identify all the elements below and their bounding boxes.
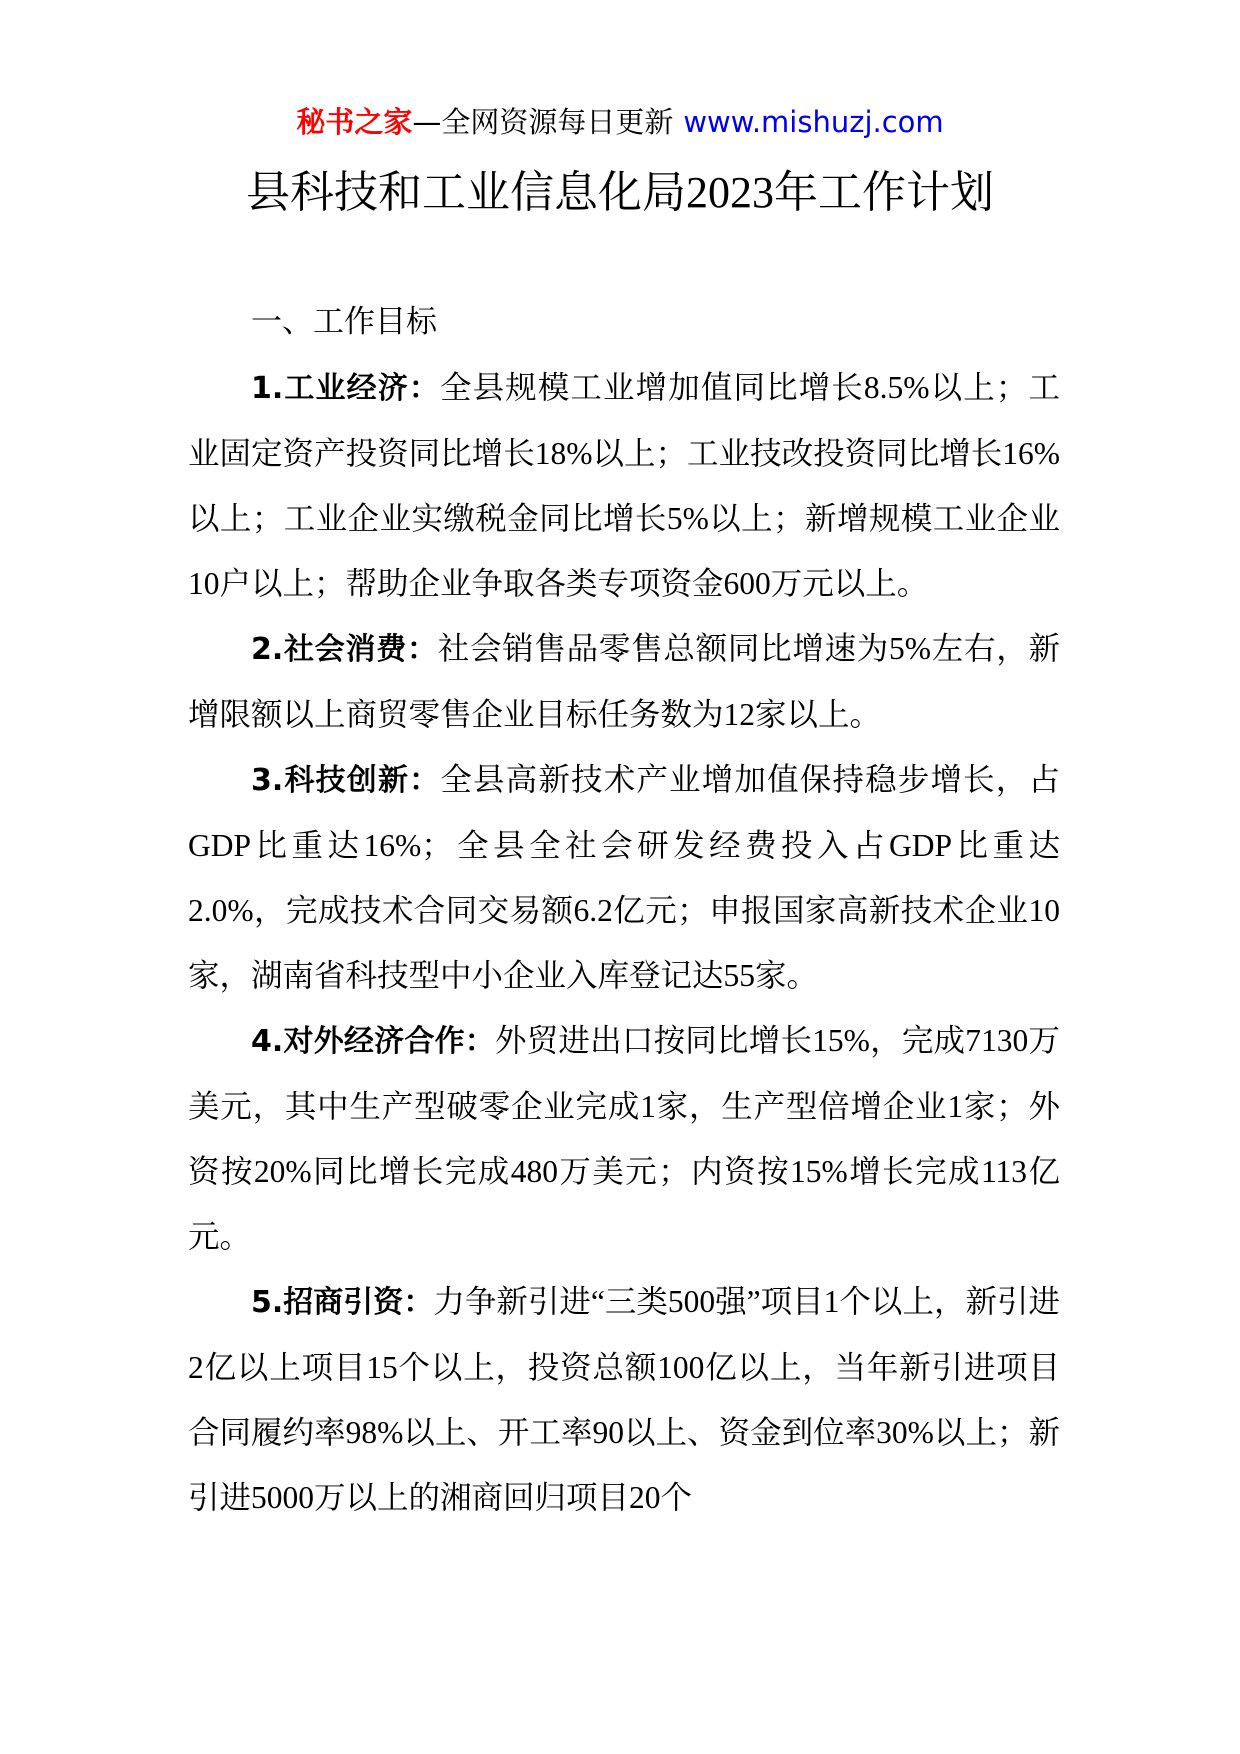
paragraph-lead: 5.招商引资： xyxy=(251,1285,434,1320)
section-heading: 一、工作目标 xyxy=(251,304,437,340)
paragraph-lead: 3.科技创新： xyxy=(251,763,441,798)
document-body xyxy=(188,289,1060,1530)
paragraph-tech-innovation xyxy=(188,747,1060,1008)
paragraph-text: 全县高新技术产业增加值保持稳步增长，占GDP比重达16%；全县全社会研发经费投入占GDP比重达2.0%，完成技术合同交易额6.2亿元；申报国家高新技术企业10家，湖南省科技型中小企业入库登记达55家。 xyxy=(188,762,1060,993)
paragraph-foreign-cooperation xyxy=(188,1008,1060,1269)
paragraph-investment-attraction xyxy=(188,1269,1060,1530)
site-url-link[interactable]: www.mishuzj.com xyxy=(683,105,944,139)
site-tagline: —全网资源每日更新 xyxy=(412,105,674,139)
paragraph-lead: 1.工业经济： xyxy=(251,371,440,406)
paragraph-social-consumption xyxy=(188,616,1060,747)
site-brand: 秘书之家 xyxy=(296,105,413,139)
document-title: 县科技和工业信息化局2023年工作计划 xyxy=(246,168,994,217)
paragraph-text: 全县规模工业增加值同比增长8.5%以上；工业固定资产投资同比增长18%以上；工业技改投资同比增长16%以上；工业企业实缴税金同比增长5%以上；新增规模工业企业10户以上；帮助企业争取各类专项资金600万元以上。 xyxy=(188,370,1060,601)
paragraph-text: 力争新引进“三类500强”项目1个以上，新引进2亿以上项目15个以上，投资总额100亿以上，当年新引进项目合同履约率98%以上、开工率90以上、资金到位率30%以上；新引进5000万以上的湘商回归项目20个 xyxy=(188,1284,1060,1515)
site-header xyxy=(0,100,1240,144)
paragraph-text: 社会销售品零售总额同比增速为5%左右，新增限额以上商贸零售企业目标任务数为12家以上。 xyxy=(188,631,1060,732)
paragraph-industrial-economy xyxy=(188,355,1060,616)
paragraph-lead: 2.社会消费： xyxy=(251,632,438,667)
paragraph-text: 外贸进出口按同比增长15%，完成7130万美元，其中生产型破零企业完成1家，生产型倍增企业1家；外资按20%同比增长完成480万美元；内资按15%增长完成113亿元。 xyxy=(188,1023,1060,1254)
paragraph-lead: 4.对外经济合作： xyxy=(251,1024,495,1059)
